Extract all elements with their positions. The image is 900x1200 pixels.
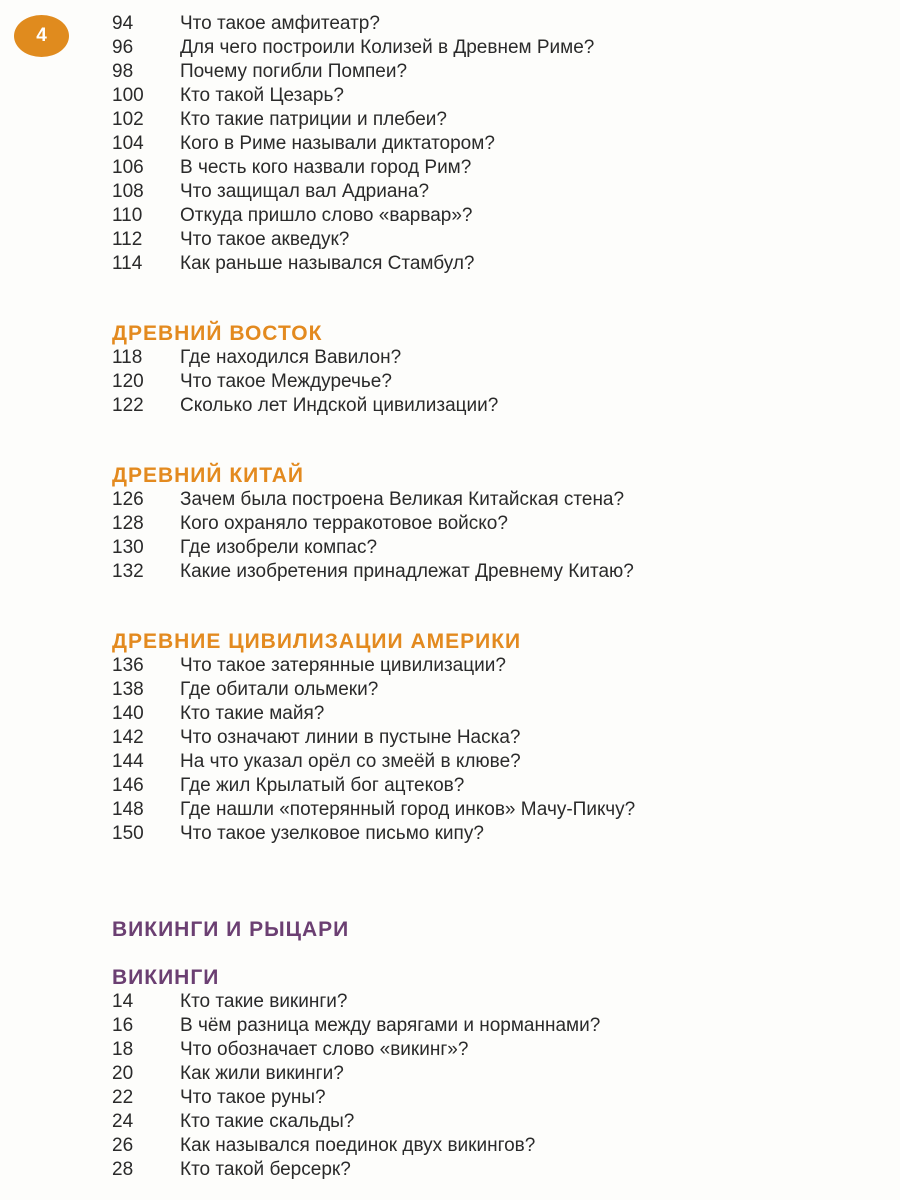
entry-title: Кто такой берсерк? <box>180 1159 351 1180</box>
entry-page-number: 114 <box>112 253 143 274</box>
entry-title: Сколько лет Индской цивилизации? <box>180 395 499 416</box>
entry-page-number: 24 <box>112 1111 134 1132</box>
toc-entry[interactable] <box>112 132 892 156</box>
entry-page-number: 144 <box>112 751 144 772</box>
entry-page-number: 18 <box>112 1039 134 1060</box>
toc-entry[interactable] <box>112 654 892 678</box>
toc-entry[interactable] <box>112 36 892 60</box>
entry-title: Где обитали ольмеки? <box>180 679 379 700</box>
entry-page-number: 108 <box>112 181 144 202</box>
entry-title: Что такое руны? <box>180 1087 326 1108</box>
part-heading: ВИКИНГИ И РЫЦАРИ <box>112 918 350 941</box>
toc-entry[interactable] <box>112 346 892 370</box>
toc-entry[interactable] <box>112 1062 892 1086</box>
entry-title: Как назывался поединок двух викингов? <box>180 1135 536 1156</box>
toc-entry[interactable] <box>112 536 892 560</box>
section-heading: ВИКИНГИ <box>112 966 220 989</box>
entry-title: Что означают линии в пустыне Наска? <box>180 727 521 748</box>
entry-page-number: 28 <box>112 1159 134 1180</box>
toc-entry[interactable] <box>112 1038 892 1062</box>
toc-entry[interactable] <box>112 156 892 180</box>
toc-entry[interactable] <box>112 560 892 584</box>
toc-entry[interactable] <box>112 252 892 276</box>
entry-title: В чём разница между варягами и норманнами? <box>180 1015 601 1036</box>
entry-title: Для чего построили Колизей в Древнем Риме? <box>180 37 595 58</box>
toc-entry[interactable] <box>112 370 892 394</box>
entry-page-number: 100 <box>112 85 144 106</box>
entry-page-number: 16 <box>112 1015 134 1036</box>
entry-title: Где жил Крылатый бог ацтеков? <box>180 775 465 796</box>
entry-title: Как раньше назывался Стамбул? <box>180 253 475 274</box>
toc-entry[interactable] <box>112 180 892 204</box>
entry-title: На что указал орёл со змеёй в клюве? <box>180 751 521 772</box>
entry-page-number: 102 <box>112 109 144 130</box>
toc-entry[interactable] <box>112 1134 892 1158</box>
toc-entry[interactable] <box>112 702 892 726</box>
toc-entry[interactable] <box>112 488 892 512</box>
entry-page-number: 140 <box>112 703 144 724</box>
section-heading: ДРЕВНИЙ ВОСТОК <box>112 322 323 345</box>
entry-page-number: 130 <box>112 537 144 558</box>
toc-entry[interactable] <box>112 678 892 702</box>
entry-page-number: 106 <box>112 157 144 178</box>
entry-page-number: 138 <box>112 679 144 700</box>
toc-entry[interactable] <box>112 1014 892 1038</box>
entry-title: Какие изобретения принадлежат Древнему Китаю? <box>180 561 634 582</box>
entry-page-number: 112 <box>112 229 143 250</box>
entry-title: Кто такие скальды? <box>180 1111 355 1132</box>
entry-title: Кто такие патриции и плебеи? <box>180 109 447 130</box>
entry-page-number: 118 <box>112 347 143 368</box>
entry-page-number: 20 <box>112 1063 134 1084</box>
toc-entry[interactable] <box>112 394 892 418</box>
toc-entry[interactable] <box>112 750 892 774</box>
entry-page-number: 148 <box>112 799 144 820</box>
entry-page-number: 136 <box>112 655 144 676</box>
section-heading: ДРЕВНИЕ ЦИВИЛИЗАЦИИ АМЕРИКИ <box>112 630 522 653</box>
toc-entry[interactable] <box>112 12 892 36</box>
toc-entry[interactable] <box>112 84 892 108</box>
entry-title: Где изобрели компас? <box>180 537 378 558</box>
entry-title: Почему погибли Помпеи? <box>180 61 408 82</box>
entry-title: Кого в Риме называли диктатором? <box>180 133 495 154</box>
table-of-contents <box>112 12 892 1182</box>
entry-title: Кого охраняло терракотовое войско? <box>180 513 508 534</box>
entry-title: Откуда пришло слово «варвар»? <box>180 205 473 226</box>
entry-title: Что защищал вал Адриана? <box>180 181 430 202</box>
entry-title: Зачем была построена Великая Китайская стена? <box>180 489 625 510</box>
entry-page-number: 94 <box>112 13 134 34</box>
entry-page-number: 26 <box>112 1135 134 1156</box>
page-number-badge: 4 <box>14 15 69 57</box>
toc-entry[interactable] <box>112 726 892 750</box>
toc-entry[interactable] <box>112 1158 892 1182</box>
entry-title: Кто такие викинги? <box>180 991 348 1012</box>
entry-title: Что такое амфитеатр? <box>180 13 380 34</box>
entry-page-number: 142 <box>112 727 144 748</box>
entry-title: Что такое Междуречье? <box>180 371 392 392</box>
entry-page-number: 110 <box>112 205 143 226</box>
toc-entry[interactable] <box>112 204 892 228</box>
section-heading: ДРЕВНИЙ КИТАЙ <box>112 464 305 487</box>
entry-page-number: 14 <box>112 991 134 1012</box>
entry-page-number: 126 <box>112 489 144 510</box>
entry-page-number: 122 <box>112 395 144 416</box>
toc-entry[interactable] <box>112 108 892 132</box>
entry-title: Что такое узелковое письмо кипу? <box>180 823 484 844</box>
entry-title: Что такое затерянные цивилизации? <box>180 655 506 676</box>
entry-title: Где нашли «потерянный город инков» Мачу-Пикчу? <box>180 799 636 820</box>
entry-page-number: 120 <box>112 371 144 392</box>
entry-page-number: 146 <box>112 775 144 796</box>
entry-page-number: 104 <box>112 133 144 154</box>
entry-title: В честь кого назвали город Рим? <box>180 157 472 178</box>
toc-entry[interactable] <box>112 1110 892 1134</box>
entry-page-number: 22 <box>112 1087 134 1108</box>
toc-entry[interactable] <box>112 822 892 846</box>
entry-page-number: 132 <box>112 561 144 582</box>
toc-entry[interactable] <box>112 798 892 822</box>
entry-title: Кто такие майя? <box>180 703 325 724</box>
entry-title: Кто такой Цезарь? <box>180 85 344 106</box>
entry-page-number: 150 <box>112 823 144 844</box>
toc-entry[interactable] <box>112 774 892 798</box>
toc-entry[interactable] <box>112 990 892 1014</box>
toc-entry[interactable] <box>112 512 892 536</box>
toc-entry[interactable] <box>112 1086 892 1110</box>
toc-entry[interactable] <box>112 60 892 84</box>
entry-title: Что такое акведук? <box>180 229 350 250</box>
entry-page-number: 98 <box>112 61 134 82</box>
entry-title: Где находился Вавилон? <box>180 347 402 368</box>
entry-page-number: 128 <box>112 513 144 534</box>
entry-title: Что обозначает слово «викинг»? <box>180 1039 469 1060</box>
toc-entry[interactable] <box>112 228 892 252</box>
entry-page-number: 96 <box>112 37 134 58</box>
entry-title: Как жили викинги? <box>180 1063 344 1084</box>
